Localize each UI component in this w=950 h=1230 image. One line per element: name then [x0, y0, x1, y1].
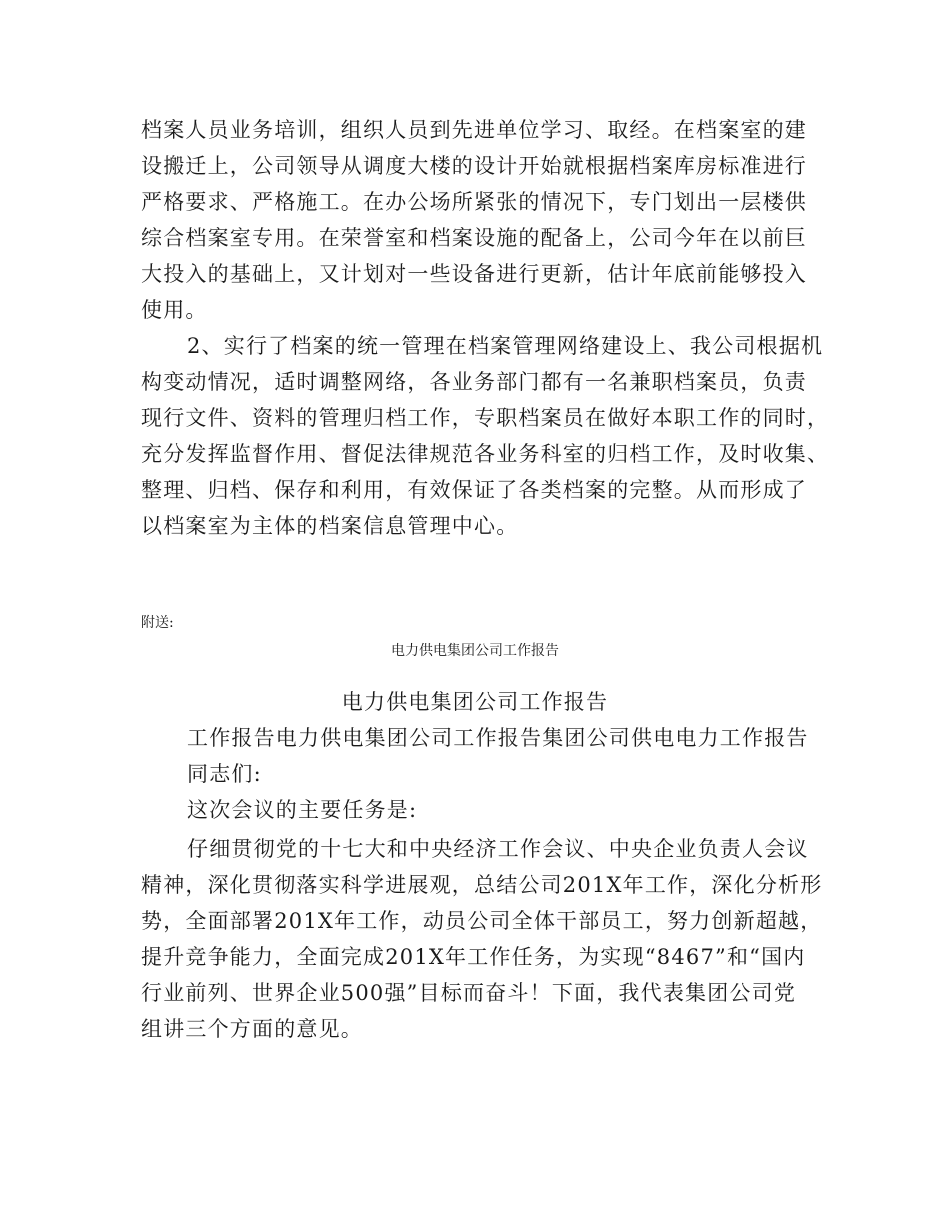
text-line: 充分发挥监督作用、督促法律规范各业务科室的归档工作，及时收集、 — [141, 442, 830, 466]
report-title: 电力供电集团公司工作报告 — [341, 690, 609, 714]
text-line: 精神，深化贯彻落实科学进展观，总结公司201X年工作，深化分析形 — [141, 873, 823, 897]
text-line: 大投入的基础上，又计划对一些设备进行更新，估计年底前能够投入 — [141, 262, 807, 286]
text-line: 行业前列、世界企业500强”目标而奋斗！下面，我代表集团公司党 — [141, 981, 797, 1005]
text-line: 设搬迁上，公司领导从调度大楼的设计开始就根据档案库房标准进行 — [141, 154, 807, 178]
text-line: 档案人员业务培训，组织人员到先进单位学习、取经。在档案室的建 — [141, 118, 807, 142]
appendix-label: 附送: — [141, 615, 174, 631]
appendix-small-title: 电力供电集团公司工作报告 — [391, 643, 559, 659]
text-line: 组讲三个方面的意见。 — [141, 1017, 363, 1041]
text-line: 2、实行了档案的统一管理在档案管理网络建设上、我公司根据机 — [187, 334, 824, 358]
text-line: 整理、归档、保存和利用，有效保证了各类档案的完整。从而形成了 — [141, 478, 807, 502]
text-line: 严格要求、严格施工。在办公场所紧张的情况下，专门划出一层楼供 — [141, 190, 807, 214]
greeting: 同志们: — [187, 762, 262, 786]
text-line: 提升竞争能力，全面完成201X年工作任务，为实现“8467”和“国内 — [141, 945, 806, 969]
text-line: 势，全面部署201X年工作，动员公司全体干部员工，努力创新超越， — [141, 909, 823, 933]
text-line: 使用。 — [141, 298, 208, 322]
text-line: 构变动情况，适时调整网络，各业务部门都有一名兼职档案员，负责 — [141, 370, 807, 394]
task-intro: 这次会议的主要任务是: — [187, 798, 418, 822]
text-line: 以档案室为主体的档案信息管理中心。 — [141, 514, 519, 538]
text-line: 现行文件、资料的管理归档工作，专职档案员在做好本职工作的同时， — [141, 406, 830, 430]
text-line: 仔细贯彻党的十七大和中央经济工作会议、中央企业负责人会议 — [187, 837, 809, 861]
keywords-line: 工作报告电力供电集团公司工作报告集团公司供电电力工作报告 — [187, 726, 809, 750]
text-line: 综合档案室专用。在荣誉室和档案设施的配备上，公司今年在以前巨 — [141, 226, 807, 250]
